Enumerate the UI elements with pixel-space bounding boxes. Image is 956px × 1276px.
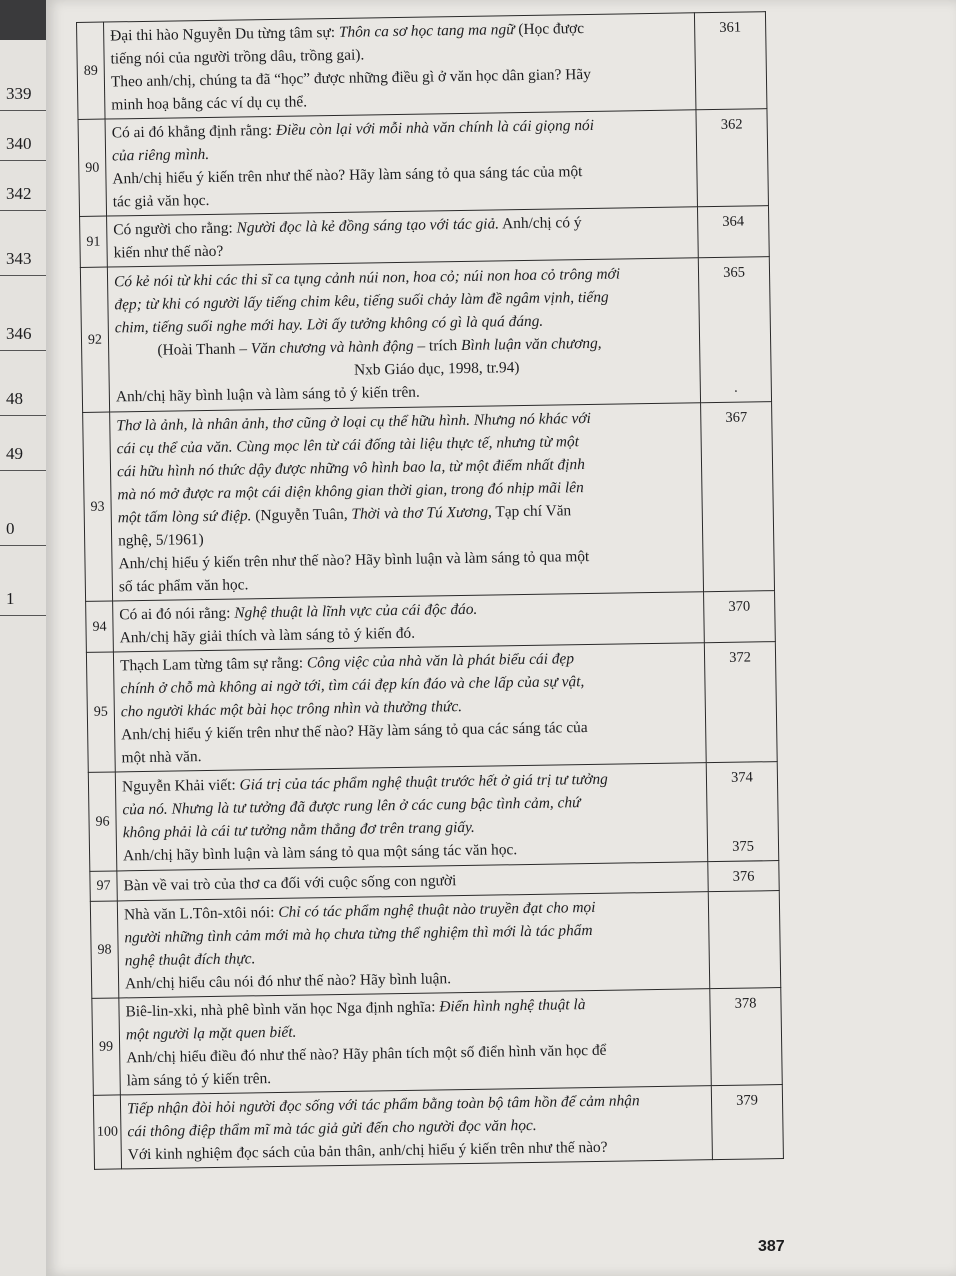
- italic-segment: cái cụ thể của văn. Cùng mọc lên từ cái đống tài liệu thực tế, nhưng từ một: [116, 433, 580, 458]
- question-text: [110, 403, 704, 601]
- page-ref: [706, 762, 779, 862]
- italic-segment: một tấm lòng sứ điệp.: [117, 507, 252, 527]
- left-page-number: 48: [0, 385, 46, 416]
- question-number: 98: [90, 901, 119, 998]
- page-ref-number: 365: [723, 264, 746, 281]
- page-ref: [698, 257, 771, 403]
- page-ref-number: 370: [728, 598, 751, 615]
- page-ref: [694, 12, 767, 110]
- text-segment: Anh/chị hiểu ý kiến trên như thế nào? Hãy làm sáng tỏ qua sáng tác của một: [112, 163, 583, 188]
- text-segment: Bàn về vai trò của thơ ca đối với cuộc sống con người: [123, 872, 457, 895]
- page-ref: [704, 642, 777, 763]
- italic-segment: Điển hình nghệ thuật là: [439, 996, 586, 1016]
- text-segment: – trích: [413, 336, 462, 355]
- page-ref-number: 372: [729, 649, 752, 666]
- text-segment: Nxb Giáo dục, 1998, tr.94): [115, 359, 520, 383]
- question-text: [104, 13, 696, 119]
- page-ref-number: .: [733, 379, 738, 396]
- text-segment: Có ai đó khẳng định rằng:: [111, 121, 277, 142]
- italic-segment: Bình luận văn chương,: [460, 334, 602, 354]
- left-page-number: 1: [0, 585, 46, 616]
- text-segment: Nhà văn L.Tôn-xtôi nói:: [123, 903, 279, 924]
- left-page-number: 340: [0, 130, 46, 161]
- text-segment: Anh/chị hãy bình luận và làm sáng tỏ qua một sáng tác văn học.: [122, 841, 518, 865]
- page-ref: [708, 861, 779, 892]
- question-number: 94: [86, 601, 114, 652]
- contents-table-wrapper: [76, 11, 784, 1170]
- question-number: 97: [90, 871, 117, 901]
- page-ref: [696, 109, 769, 207]
- text-segment: Anh/chị có ý: [498, 214, 582, 233]
- text-segment: Anh/chị hiểu ý kiến trên như thế nào? Hãy bình luận và làm sáng tỏ qua một: [118, 548, 590, 573]
- italic-segment: Thời và thơ Tú Xương: [351, 503, 489, 523]
- text-segment: Anh/chị hiểu ý kiến trên như thế nào? Hãy làm sáng tỏ qua các sáng tác của: [121, 719, 588, 744]
- text-segment: Đại thi hào Nguyễn Du từng tâm sự:: [110, 23, 340, 45]
- page-ref: [704, 591, 776, 643]
- page-ref-number: 367: [725, 409, 748, 426]
- question-text: [117, 892, 709, 998]
- page-ref-number: 378: [734, 995, 757, 1012]
- table-row: [80, 257, 771, 413]
- italic-segment: của riêng mình.: [111, 145, 210, 165]
- question-number: 100: [93, 1095, 121, 1169]
- italic-segment: một người lạ mặt quen biết.: [125, 1023, 297, 1044]
- question-number: 92: [80, 267, 109, 412]
- book-page: [46, 0, 956, 1276]
- text-segment: số tác phẩm văn học.: [118, 576, 249, 596]
- text-segment: nghệ, 5/1961): [118, 531, 204, 550]
- italic-segment: Nghệ thuật là lĩnh vực của cái độc đáo.: [234, 600, 478, 622]
- table-row: [93, 1085, 783, 1170]
- page-ref-number: 379: [736, 1092, 759, 1109]
- text-segment: Theo anh/chị, chúng ta đã “học” được những điều gì ở văn học dân gian? Hãy: [110, 65, 592, 91]
- page-ref-number: 376: [732, 868, 755, 885]
- question-number: 93: [83, 412, 113, 601]
- page-number: 387: [758, 1238, 785, 1255]
- page-ref: [711, 1085, 783, 1160]
- question-text: [107, 207, 699, 267]
- italic-segment: đẹp; từ khi có người lấy tiếng chim kêu, tiếng suối chảy làm đề ngâm vịnh, tiếng: [114, 288, 609, 314]
- italic-segment: nghệ thuật đích thực.: [124, 950, 256, 970]
- question-text: [113, 592, 705, 652]
- italic-segment: Giá trị của tác phẩm nghệ thuật trước hết ở giá trị tư tưởng: [239, 770, 608, 794]
- table-row: [92, 988, 782, 1096]
- contents-table: [76, 11, 784, 1170]
- question-text: [113, 643, 706, 772]
- table-row: [88, 762, 778, 872]
- text-segment: Anh/chị hãy giải thích và làm sáng tỏ ý kiến đó.: [119, 624, 416, 647]
- text-segment: Anh/chị hiểu điều đó như thế nào? Hãy phân tích một số điển hình văn học để: [126, 1041, 607, 1067]
- text-segment: kiến như thế nào?: [113, 242, 224, 262]
- page-ref: [701, 402, 775, 592]
- table-row: [83, 402, 775, 602]
- left-page-number: 342: [0, 180, 46, 211]
- italic-segment: Tiếp nhận đòi hỏi người đọc sống với tác phẩm bằng toàn bộ tâm hồn để cảm nhận: [126, 1092, 640, 1118]
- question-number: 95: [86, 652, 115, 772]
- left-page-number: 0: [0, 515, 46, 546]
- text-segment: tác giả văn học.: [112, 191, 210, 211]
- italic-segment: mà nó mở được ra một cái diện không gian thời gian, trong đó nhịp mãi lên: [117, 479, 584, 504]
- left-page-number: 49: [0, 440, 46, 471]
- left-page-edge: [0, 40, 47, 1276]
- question-number: 89: [77, 22, 106, 119]
- italic-segment: Chỉ có tác phẩm nghệ thuật nào truyền đạt cho mọi: [278, 898, 596, 921]
- italic-segment: người những tình cảm mới mà họ chưa từng thể nghiệm thì mới là tác phẩm: [124, 922, 593, 947]
- question-text: [119, 989, 711, 1095]
- text-segment: Biê-lin-xki, nhà phê bình văn học Nga định nghĩa:: [125, 998, 440, 1021]
- text-segment: (Hoài Thanh –: [115, 340, 251, 360]
- text-segment: một nhà văn.: [121, 748, 202, 767]
- italic-segment: Công việc của nhà văn là phát biểu cái đẹp: [306, 650, 575, 672]
- page-ref-number: 361: [719, 19, 742, 36]
- table-row: [78, 109, 768, 217]
- question-number: 90: [78, 119, 107, 216]
- italic-segment: của nó. Nhưng là tư tưởng đã được rung lên ở các cung bậc tình cảm, chứ: [122, 794, 581, 819]
- page-ref: [710, 988, 783, 1086]
- text-segment: làm sáng tỏ ý kiến trên.: [126, 1070, 272, 1090]
- italic-segment: chim, tiếng suối nghe mới hay. Lời ấy tưởng không có gì là quá đáng.: [114, 312, 544, 337]
- text-segment: Anh/chị hãy bình luận và làm sáng tỏ ý kiến trên.: [115, 383, 420, 406]
- italic-segment: Thơ là ảnh, là nhân ảnh, thơ cũng ở loại cụ thể hữu hình. Nhưng nó khác với: [116, 409, 591, 435]
- table-row: [86, 642, 777, 773]
- italic-segment: không phải là cái tư tưởng nằm thẳng đơ trên trang giấy.: [122, 818, 475, 842]
- italic-segment: Văn chương và hành động: [250, 337, 414, 358]
- italic-segment: Người đọc là kẻ đồng sáng tạo với tác giả.: [236, 215, 500, 237]
- text-segment: Với kinh nghiệm đọc sách của bản thân, anh/chị hiểu ý kiến trên như thế nào?: [127, 1138, 608, 1164]
- question-text: [115, 763, 707, 871]
- italic-segment: Điều còn lại với mỗi nhà văn chính là cái giọng nói: [275, 116, 595, 139]
- text-segment: (Học được: [514, 20, 585, 39]
- text-segment: tiếng nói của người trồng dâu, trồng gai).: [110, 46, 365, 68]
- question-number: 91: [80, 216, 108, 267]
- text-segment: (Nguyễn Tuân,: [251, 505, 352, 525]
- italic-segment: cho người khác một bài học trông nhìn và thưởng thức.: [120, 698, 463, 721]
- italic-segment: cái hữu hình nó thức dậy được những vô hình bao la, từ một điểm nhất định: [116, 456, 585, 481]
- italic-segment: Có kẻ nói từ khi các thi sĩ ca tụng cảnh núi non, hoa cỏ; núi non hoa cỏ trông mới: [113, 265, 621, 291]
- italic-segment: cái thông điệp thẩm mĩ mà tác giả gửi đến cho người đọc văn học.: [127, 1116, 537, 1141]
- left-page-number: 346: [0, 320, 46, 351]
- text-segment: Anh/chị hiểu câu nói đó như thế nào? Hãy bình luận.: [124, 970, 452, 993]
- table-row: [77, 12, 767, 120]
- question-text: [107, 258, 700, 412]
- page-ref-number: 364: [722, 213, 745, 230]
- page-ref-number: 362: [720, 116, 743, 133]
- question-number: 96: [88, 772, 117, 871]
- table-row: [90, 891, 780, 999]
- left-page-number: 343: [0, 245, 46, 276]
- text-segment: Có người cho rằng:: [113, 219, 237, 239]
- text-segment: , Tạp chí Văn: [487, 502, 572, 521]
- page-ref: [708, 891, 781, 989]
- italic-segment: chính ở chỗ mà không ai ngờ tới, tìm cái đẹp kín đáo và che lấp của sự vật,: [120, 673, 585, 698]
- question-number: 99: [92, 998, 121, 1095]
- page-ref-number: 374: [730, 769, 753, 786]
- text-segment: Nguyễn Khải viết:: [121, 776, 240, 796]
- text-segment: Thạch Lam từng tâm sự rằng:: [119, 654, 308, 675]
- page-ref-number: 375: [732, 838, 755, 855]
- page-ref: [697, 206, 769, 258]
- question-text: [120, 1086, 712, 1169]
- text-segment: minh hoạ bằng các ví dụ cụ thể.: [111, 93, 308, 114]
- italic-segment: Thôn ca sơ học tang ma ngữ: [338, 21, 515, 41]
- left-page-number: 339: [0, 80, 46, 111]
- question-text: [105, 110, 697, 216]
- text-segment: Có ai đó nói rằng:: [119, 604, 235, 624]
